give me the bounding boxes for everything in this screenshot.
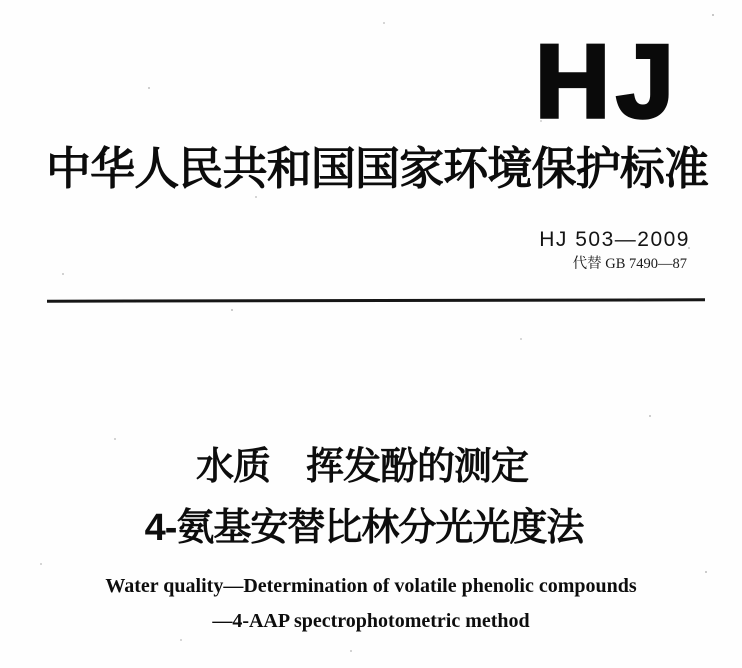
hj-logo: HJ	[535, 24, 680, 140]
standard-number: HJ 503—2009	[539, 228, 690, 251]
title-cn-line2-text: 4-氨基安替比林分光光度法	[144, 507, 584, 549]
title-cn-line1-subject: 水质	[195, 446, 270, 488]
title-en-line2: —4-AAP spectrophotometric method	[212, 610, 530, 632]
header-rule	[47, 298, 705, 302]
replaces-note: 代替 GB 7490—87	[572, 256, 687, 272]
title-cn-line1-method: 挥发酚的测定	[306, 446, 529, 488]
national-standard-heading: 中华人民共和国国家环境保护标准	[46, 144, 708, 194]
title-cn-line2	[0, 509, 742, 547]
title-cn-line1	[0, 448, 742, 486]
title-en-line1: Water quality—Determination of volatile phenolic compounds	[105, 575, 637, 597]
scan-noise	[0, 0, 2, 2]
